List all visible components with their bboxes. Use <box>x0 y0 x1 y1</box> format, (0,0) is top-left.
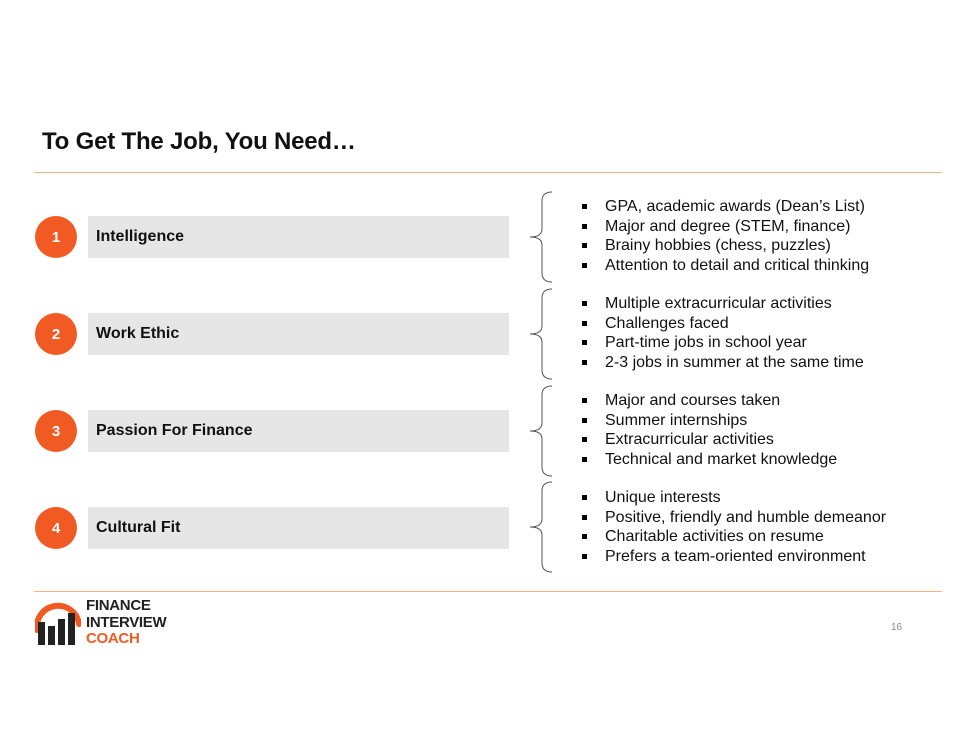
row-4-number-badge: 4 <box>35 507 77 549</box>
row-4-bullet-list <box>580 488 886 567</box>
row-1-number-badge: 1 <box>35 216 77 258</box>
row-1-bullet: Brainy hobbies (chess, puzzles) <box>580 236 869 256</box>
row-3-number-badge: 3 <box>35 410 77 452</box>
row-2-bullet: 2-3 jobs in summer at the same time <box>580 353 864 373</box>
row-1-bullet-list <box>580 197 869 276</box>
row-2-brace-icon <box>528 288 554 380</box>
slide-title: To Get The Job, You Need… <box>42 128 356 155</box>
row-1-bullet: GPA, academic awards (Dean’s List) <box>580 197 869 217</box>
row-1-bullet: Attention to detail and critical thinking <box>580 256 869 276</box>
row-3-bullet: Summer internships <box>580 411 837 431</box>
row-3-label-bar: Passion For Finance <box>88 410 509 452</box>
row-2-bullet: Multiple extracurricular activities <box>580 294 864 314</box>
row-3-bullet: Major and courses taken <box>580 391 837 411</box>
logo-line-coach: COACH <box>86 630 140 647</box>
row-4-brace-icon <box>528 481 554 573</box>
row-2-label-bar: Work Ethic <box>88 313 509 355</box>
row-3-brace-icon <box>528 385 554 477</box>
top-divider <box>34 172 942 173</box>
row-3-bullet-list <box>580 391 837 470</box>
bar-chart-logo-icon <box>35 600 81 646</box>
row-2-number-badge: 2 <box>35 313 77 355</box>
row-2-bullet: Challenges faced <box>580 314 864 334</box>
row-3-bullet: Technical and market knowledge <box>580 450 837 470</box>
row-4-label-bar: Cultural Fit <box>88 507 509 549</box>
finance-interview-coach-logo <box>35 598 166 648</box>
row-2-bullet-list <box>580 294 864 373</box>
row-1-bullet: Major and degree (STEM, finance) <box>580 217 869 237</box>
row-4-bullet: Charitable activities on resume <box>580 527 886 547</box>
page-number: 16 <box>891 622 903 633</box>
row-4-bullet: Prefers a team-oriented environment <box>580 547 886 567</box>
logo-line-interview: INTERVIEW <box>86 613 167 631</box>
bottom-divider <box>34 591 942 592</box>
row-1-label-bar: Intelligence <box>88 216 509 258</box>
row-2-bullet: Part-time jobs in school year <box>580 333 864 353</box>
row-3-bullet: Extracurricular activities <box>580 430 837 450</box>
logo-line-finance: FINANCE <box>86 597 151 614</box>
row-4-bullet: Unique interests <box>580 488 886 508</box>
row-4-bullet: Positive, friendly and humble demeanor <box>580 508 886 528</box>
row-1-brace-icon <box>528 191 554 283</box>
